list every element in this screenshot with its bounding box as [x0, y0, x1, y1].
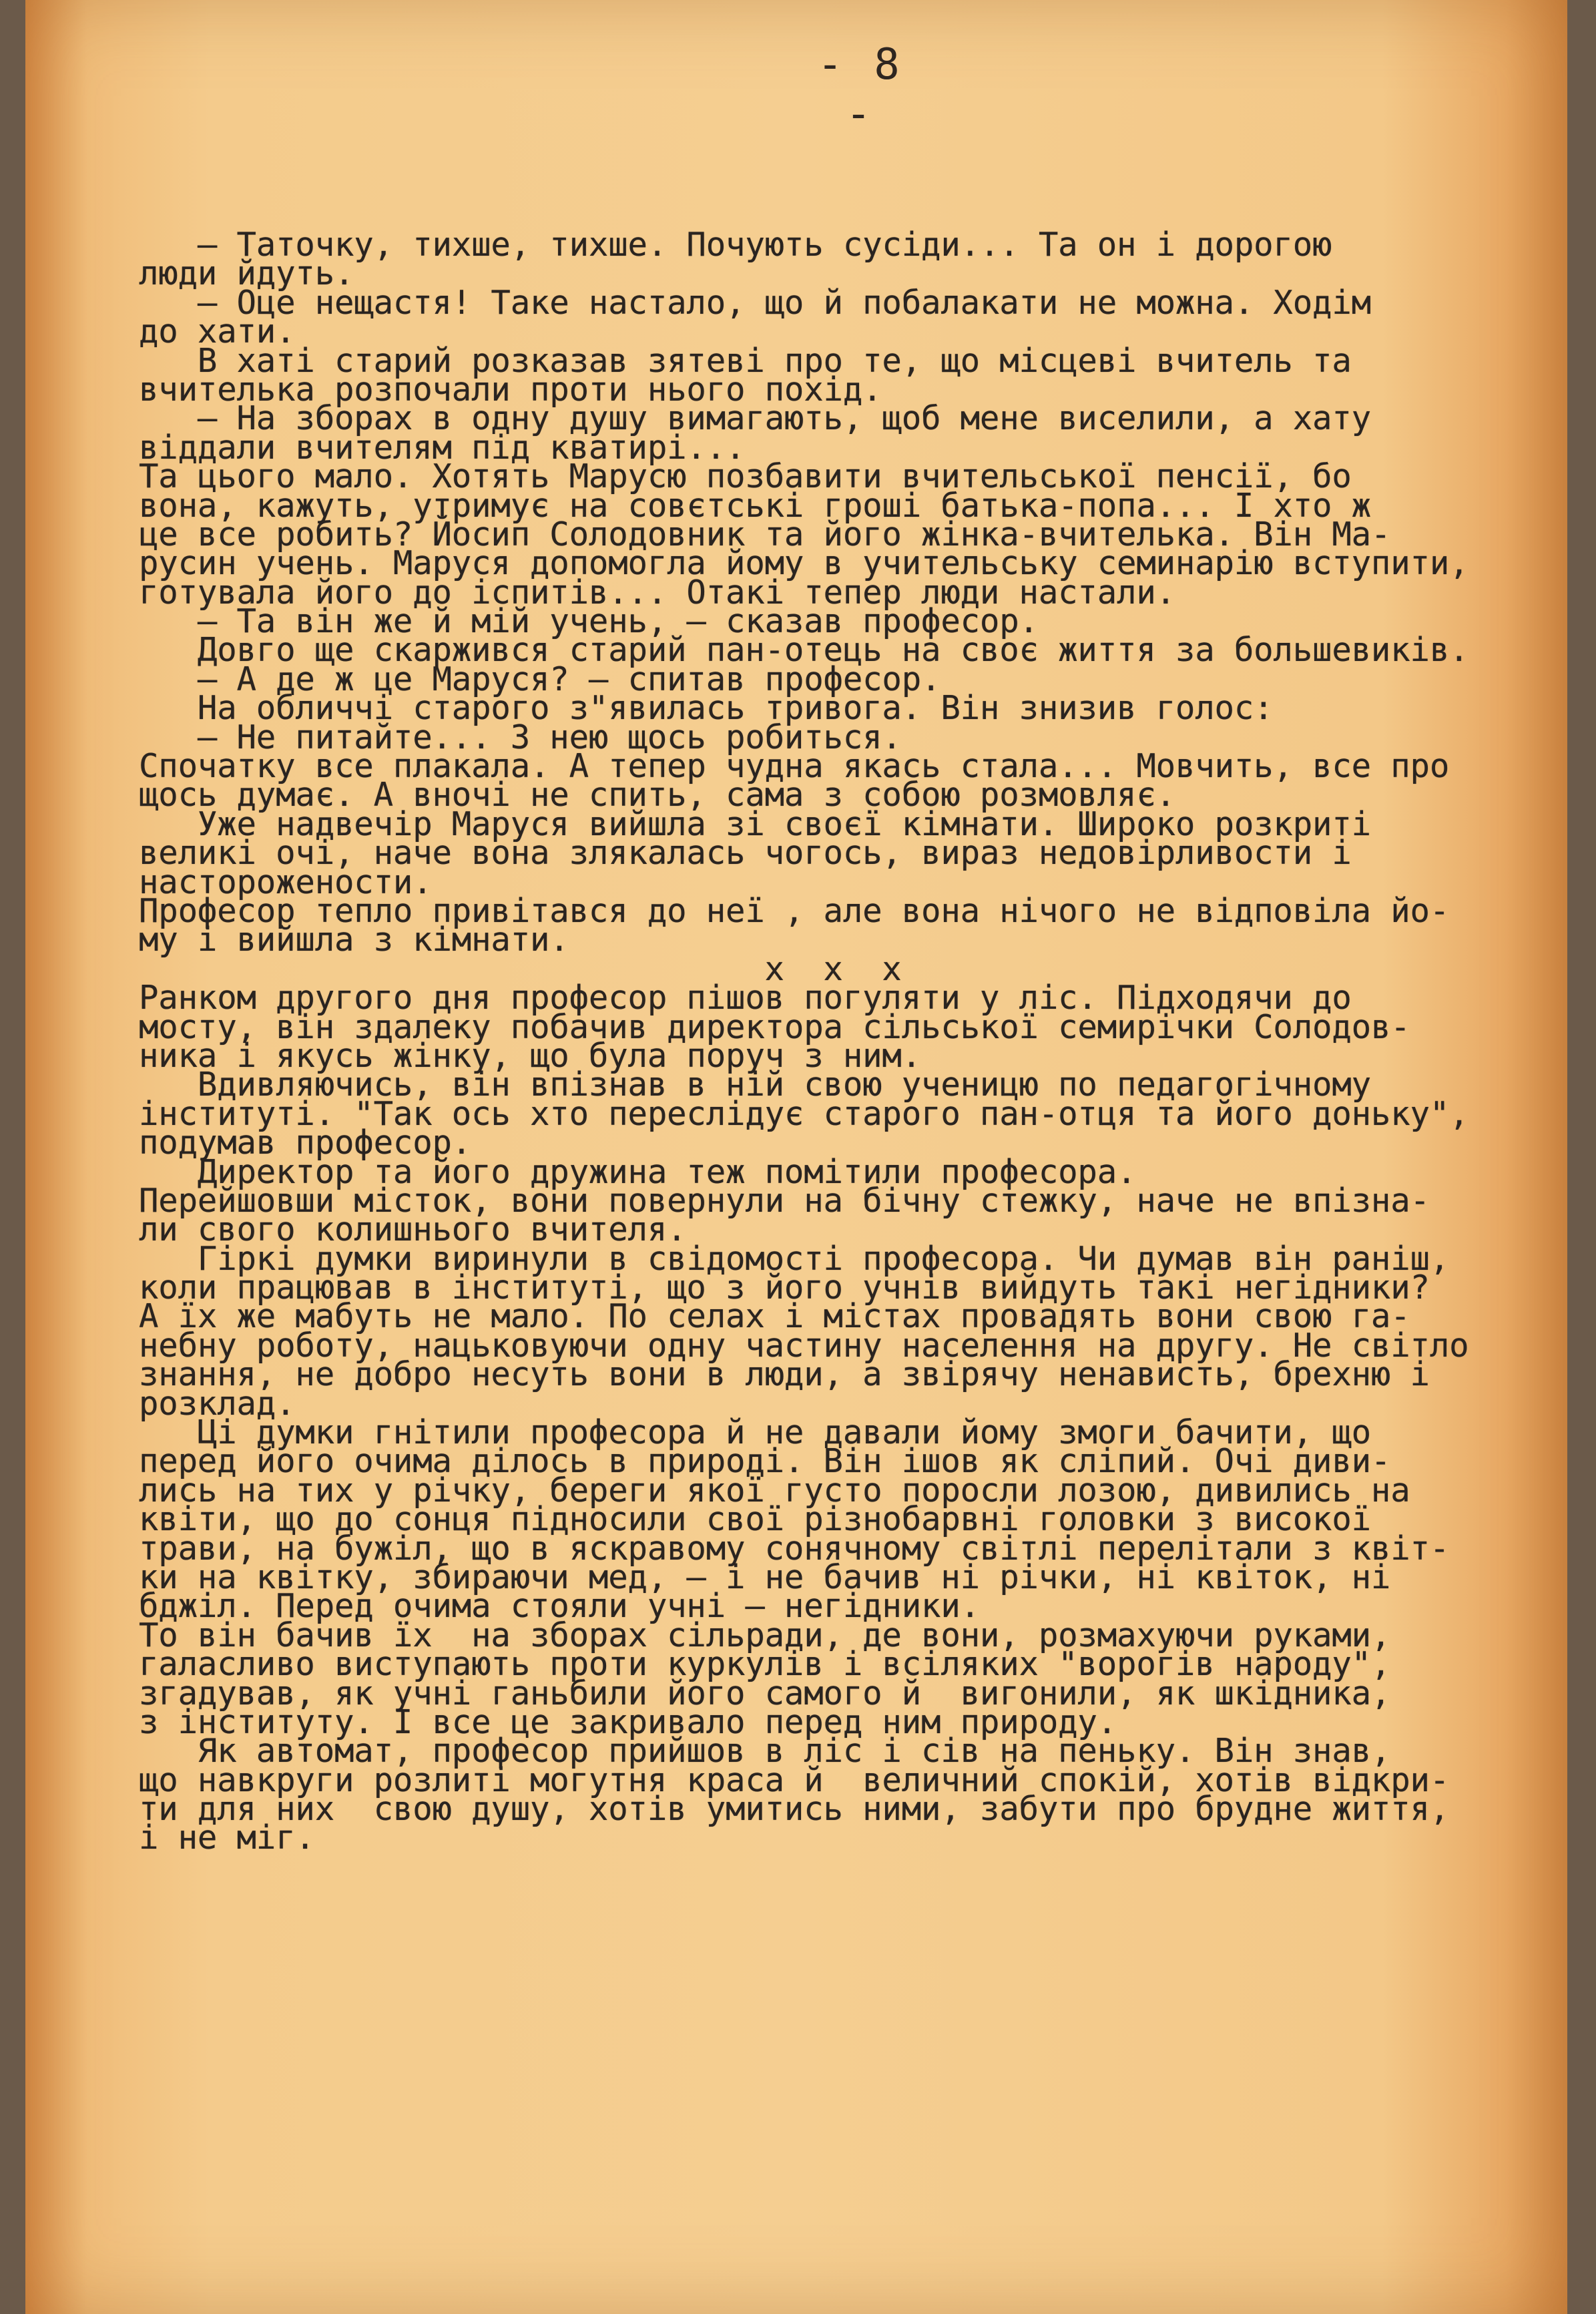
text-line: з інституту. І все це закривало перед ним природу. [139, 1702, 1117, 1741]
text-line: це все робить? Йосип Солодовник та його жінка-вчителька. Він Ма- [139, 515, 1391, 553]
text-line: Та цього мало. Хотять Марусю позбавити вчительської пенсії, бо [139, 457, 1352, 496]
text-line: – Не питайте... З нею щось робиться. [139, 718, 902, 756]
text-line: готувала його до іспитів... Отакі тепер люди настали. [139, 573, 1175, 612]
text-line: Професор тепло привітався до неї , але вона нічого не відповіла йо- [139, 891, 1450, 930]
text-line: до хати. [139, 312, 296, 351]
text-line: небну роботу, нацьковуючи одну частину населення на другу. Не світло [139, 1326, 1469, 1365]
text-line: вона, кажуть, утримує на совєтські гроші батька-попа... І хто ж [139, 486, 1371, 525]
text-line: великі очі, наче вона злякалась чогось, вираз недовірливости і [139, 834, 1352, 873]
text-line: Довго ще скаржився старий пан-отець на своє життя за большевиків. [139, 631, 1469, 670]
text-line: му і вийшла з кімнати. [139, 921, 569, 959]
text-line: Перейшовши місток, вони повернули на бічну стежку, наче не впізна- [139, 1181, 1430, 1220]
section-separator: x x x [764, 949, 902, 988]
text-line: знання, не добро несуть вони в люди, а звірячу ненависть, брехню і [139, 1355, 1430, 1394]
text-line: ника і якусь жінку, що була поруч з ним. [139, 1036, 922, 1075]
text-line: ли свого колишнього вчителя. [139, 1210, 687, 1249]
text-line: насторожености. [139, 863, 433, 901]
text-line: – На зборах в одну душу вимагають, щоб мене виселили, а хату [139, 399, 1371, 438]
text-line: Уже надвечір Маруся вийшла зі своєї кімнати. Широко розкриті [139, 804, 1371, 843]
text-line: люди йдуть. [139, 254, 354, 293]
text-line: Ці думки гнітили професора й не давали йому змоги бачити, що [139, 1413, 1371, 1452]
text-line: Як автомат, професор прийшов в ліс і сів на пеньку. Він знав, [139, 1732, 1391, 1771]
text-line: русин учень. Маруся допомогла йому в учительську семинарію вступити, [139, 544, 1469, 583]
text-line: галасливо виступають проти куркулів і всіляких "ворогів народу", [139, 1645, 1391, 1684]
text-line: перед його очима ділось в природі. Він ішов як сліпий. Очі диви- [139, 1442, 1391, 1481]
text-line: щось думає. А вночі не спить, сама з собою розмовляє. [139, 776, 1175, 815]
text-line: що навкруги розлиті могутня краса й величний спокій, хотів відкри- [139, 1761, 1450, 1799]
text-line: Гіркі думки виринули в свідомості професора. Чи думав він раніш, [139, 1239, 1450, 1278]
text-line: інституті. "Так ось хто переслідує старого пан-отця та його доньку", [139, 1094, 1469, 1133]
text-line: квіти, що до сонця підносили свої різнобарвні головки з високої [139, 1500, 1371, 1539]
text-line: розклад. [139, 1384, 296, 1423]
text-line: трави, на бужіл, що в яскравому сонячному світлі перелітали з квіт- [139, 1529, 1450, 1568]
text-line: ти для них свою душу, хотів умитись ними, забути про брудне життя, [139, 1790, 1450, 1829]
text-line: – А де ж це Маруся? – спитав професор. [139, 660, 941, 698]
text-line: ки на квітку, збираючи мед, – і не бачив ні річки, ні квіток, ні [139, 1558, 1391, 1596]
text-line: – Оце нещастя! Таке настало, що й побалакати не можна. Ходім [139, 283, 1371, 322]
text-line: То він бачив їх на зборах сільради, де вони, розмахуючи руками, [139, 1616, 1391, 1654]
typewritten-text [139, 226, 1527, 1857]
text-line: Вдивляючись, він впізнав в ній свою ученицю по педагогічному [139, 1066, 1371, 1104]
text-line: віддали вчителям під кватирі... [139, 428, 746, 467]
text-line: – Таточку, тихше, тихше. Почують сусіди... Та он і дорогою [139, 226, 1332, 264]
text-line: коли працював в інституті, що з його учнів вийдуть такі негідники? [139, 1268, 1430, 1307]
text-line: бджіл. Перед очима стояли учні – негідники. [139, 1587, 980, 1626]
paper-sheet [25, 0, 1567, 2314]
text-line: А їх же мабуть не мало. По селах і містах провадять вони свою га- [139, 1297, 1410, 1336]
text-line: згадував, як учні ганьбили його самого й вигонили, як шкідника, [139, 1674, 1391, 1712]
text-line: На обличчі старого з"явилась тривога. Він знизив голос: [139, 689, 1274, 728]
text-line: подумав професор. [139, 1124, 472, 1162]
text-line: – Та він же й мій учень, – сказав професор. [139, 602, 1039, 641]
text-line: і не міг. [139, 1819, 315, 1857]
text-line: вчителька розпочали проти нього похід. [139, 370, 882, 409]
text-line: Спочатку все плакала. А тепер чудна якась стала... Мовчить, все про [139, 747, 1450, 786]
text-line: лись на тих у річку, береги якої густо поросли лозою, дивились на [139, 1471, 1410, 1510]
text-line: В хаті старий розказав зятеві про те, що місцеві вчитель та [139, 341, 1352, 380]
text-line: Ранком другого дня професор пішов погуляти у ліс. Підходячи до [139, 979, 1352, 1017]
text-line: мосту, він здалеку побачив директора сільської семирічки Солодов- [139, 1007, 1410, 1046]
page-number: - 8 - [817, 40, 902, 139]
text-line: Директор та його дружина теж помітили професора. [139, 1152, 1137, 1191]
